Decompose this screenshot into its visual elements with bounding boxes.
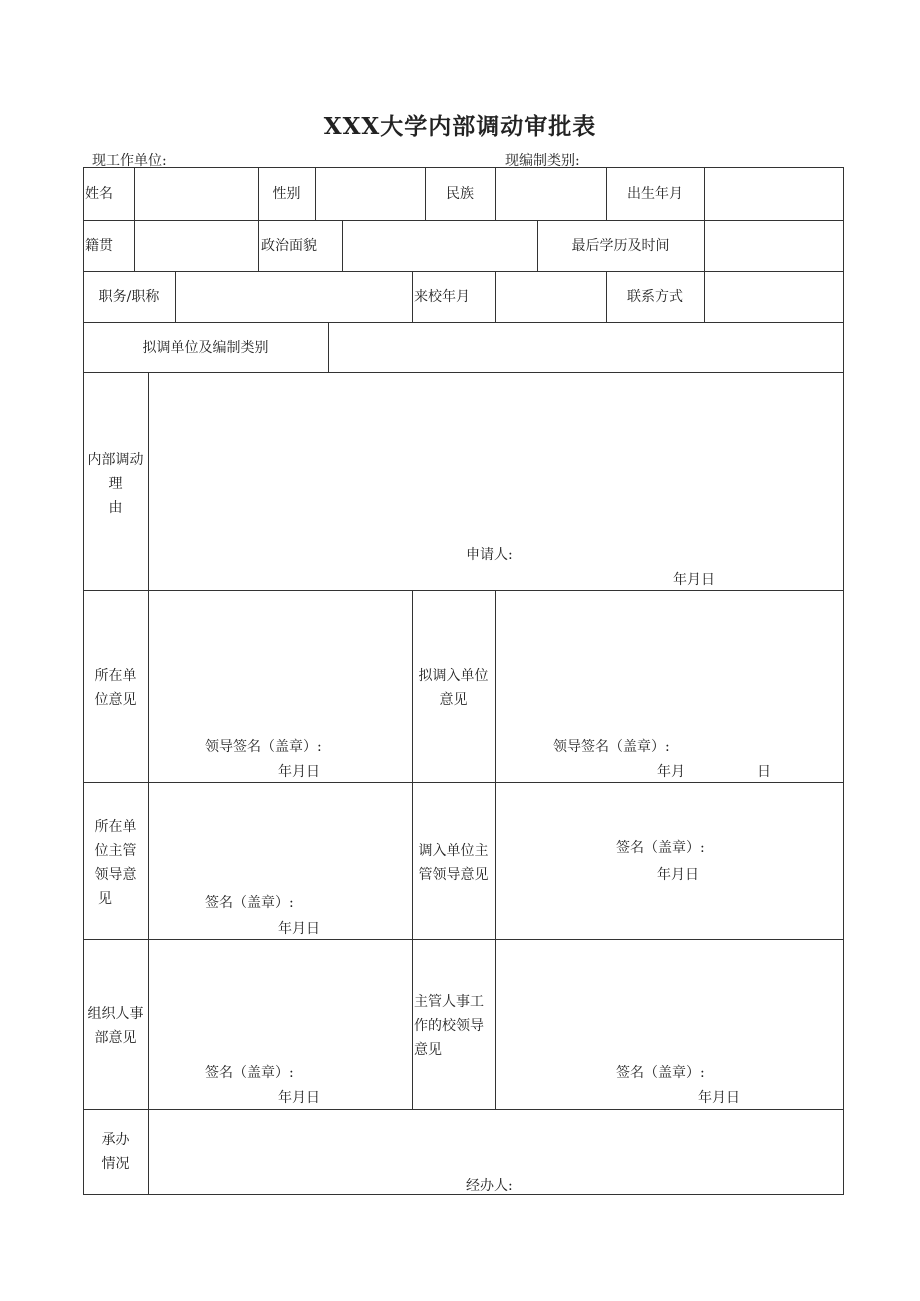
row-line: [83, 782, 844, 783]
birth-date-label: 出生年月: [627, 186, 683, 202]
current-unit-label: 现工作单位:: [92, 153, 167, 169]
target-leader-opinion-label-line1: 调入单位主: [418, 843, 489, 859]
unit-leader-signature-label-2: 签名（盖章）:: [205, 895, 294, 911]
hr-opinion-label-line2: 部意见: [94, 1030, 137, 1046]
hr-signature-label: 签名（盖章）:: [205, 1065, 294, 1081]
join-date-label: 来校年月: [414, 289, 470, 305]
target-opinion-date-month: 年月: [657, 764, 685, 780]
unit-leader-opinion-label-line4: 见: [98, 891, 112, 907]
hr-opinion-date: 年月日: [278, 1090, 320, 1106]
target-unit-label: 拟调单位及编制类别: [142, 340, 269, 356]
row-line: [83, 590, 844, 591]
applicant-signature-label: 申请人:: [466, 547, 513, 563]
contact-label: 联系方式: [627, 289, 683, 305]
school-leader-opinion-label-line3: 意见: [414, 1042, 442, 1058]
school-leader-signature-label: 签名（盖章）:: [616, 1065, 705, 1081]
col-line: [328, 322, 329, 372]
target-unit-opinion-label-line2: 意见: [439, 692, 468, 708]
row-line: [83, 939, 844, 940]
current-staff-type-label: 现编制类别:: [505, 153, 580, 169]
unit-opinion-label-line2: 位意见: [94, 692, 137, 708]
col-line: [175, 271, 176, 322]
row-line: [83, 322, 844, 323]
reason-label-line2: 理: [108, 476, 123, 492]
target-leader-opinion-label-line2: 管领导意见: [418, 867, 489, 883]
reason-label-line1: 内部调动: [87, 452, 144, 468]
target-unit-opinion-label-line1: 拟调入单位: [418, 668, 489, 684]
col-line: [315, 167, 316, 220]
unit-leader-opinion-label-line3: 领导意: [94, 867, 137, 883]
unit-leader-opinion-label-line2: 位主管: [94, 843, 137, 859]
col-line: [412, 271, 413, 322]
target-leader-signature-label: 领导签名（盖章）:: [553, 739, 670, 755]
native-place-label: 籍贯: [85, 238, 113, 254]
col-line: [704, 167, 705, 322]
handling-label-line2: 情况: [101, 1156, 130, 1172]
row-line: [83, 271, 844, 272]
col-line: [495, 271, 496, 322]
gender-label: 性别: [272, 186, 301, 202]
name-label: 姓名: [85, 186, 113, 202]
target-leader-opinion-date: 年月日: [657, 867, 699, 883]
handling-label-line1: 承办: [101, 1132, 130, 1148]
education-label: 最后学历及时间: [571, 238, 670, 254]
row-line: [83, 220, 844, 221]
applicant-date: 年月日: [673, 572, 715, 588]
col-line: [495, 590, 496, 1109]
school-leader-opinion-label-line1: 主管人事工: [414, 994, 484, 1010]
col-line: [342, 220, 343, 271]
unit-leader-opinion-label-line1: 所在单: [94, 819, 137, 835]
school-leader-opinion-label-line2: 作的校领导: [414, 1018, 484, 1034]
target-leader-signature-label-2: 签名（盖章）:: [616, 840, 705, 856]
col-line: [495, 167, 496, 220]
unit-opinion-label-line1: 所在单: [94, 668, 137, 684]
target-opinion-date-day: 日: [757, 764, 771, 780]
unit-leader-opinion-date: 年月日: [278, 921, 320, 937]
position-title-label: 职务/职称: [98, 289, 160, 305]
reason-label-line3: 由: [108, 500, 123, 516]
school-leader-opinion-date: 年月日: [698, 1090, 740, 1106]
unit-opinion-date: 年月日: [278, 764, 320, 780]
form-title: XXX大学内部调动审批表: [323, 113, 597, 140]
col-line: [148, 372, 149, 1195]
col-line: [134, 167, 135, 271]
ethnicity-label: 民族: [446, 186, 474, 202]
hr-opinion-label-line1: 组织人事: [87, 1006, 144, 1022]
unit-leader-signature-label: 领导签名（盖章）:: [205, 739, 322, 755]
row-line: [83, 372, 844, 373]
political-status-label: 政治面貌: [261, 238, 317, 254]
handler-signature-label: 经办人:: [466, 1178, 513, 1194]
